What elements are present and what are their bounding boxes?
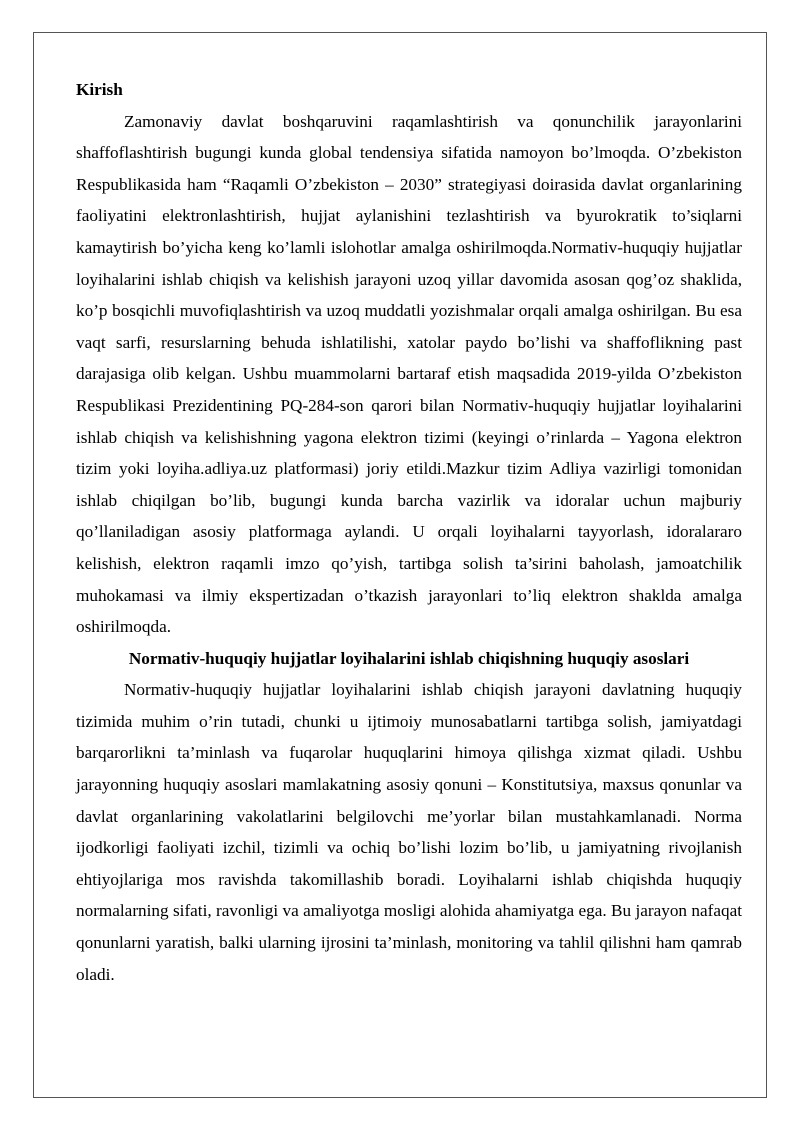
section-paragraph: Normativ-huquqiy hujjatlar loyihalarini ishlab chiqish jarayoni davlatning huquqiy tizimida muhim o’rin tutadi, chunki u ijtimoiy munosabatlarni tartibga solish, jamiyatdagi barqarorlikni ta’minlash va fuqarolar huquqlarini himoya qilishga xizmat qiladi. Ushbu jarayonning huquqiy asoslari mamlakatning asosiy qonuni – Konstitutsiya, maxsus qonunlar va davlat organlarining vakolatlarini belgilovchi me’yorlar bilan mustahkamlanadi. Norma ijodkorligi faoliyati izchil, tizimli va ochiq bo’lishi lozim bo’lib, u jamiyatning rivojlanish ehtiyojlariga mos ravishda takomillashib boradi. Loyihalarni ishlab chiqishda huquqiy normalarning sifati, ravonligi va amaliyotga mosligi alohida ahamiyatga ega. Bu jarayon nafaqat qonunlarni yaratish, balki ularning ijrosini ta’minlash, monitoring va tahlil qilishni ham qamrab oladi. <box>76 680 742 984</box>
intro-heading: Kirish <box>76 80 123 99</box>
intro-paragraph: Zamonaviy davlat boshqaruvini raqamlashtirish va qonunchilik jarayonlarini shaffoflashtirish bugungi kunda global tendensiya sifatida namoyon bo’lmoqda. O’zbekiston Respublikasida ham “Raqamli O’zbekiston – 2030” strategiyasi doirasida davlat organlarining faoliyatini elektronlashtirish, hujjat aylanishini tezlashtirish va byurokratik to’siqlarni kamaytirish bo’yicha keng ko’lamli islohotlar amalga oshirilmoqda.Normativ-huquqiy hujjatlar loyihalarini ishlab chiqish va kelishish jarayoni uzoq yillar davomida asosan qog’oz shaklida, ko’p bosqichli muvofiqlashtirish va uzoq muddatli yozishmalar orqali amalga oshirilgan. Bu esa vaqt sarfi, resurslarning behuda ishlatilishi, xatolar paydo bo’lishi va shaffoflikning past darajasiga olib kelgan. Ushbu muammolarni bartaraf etish maqsadida 2019-yilda O’zbekiston Respublikasi Prezidentining PQ-284-son qarori bilan Normativ-huquqiy hujjatlar loyihalarini ishlab chiqish va kelishishning yagona elektron tizimi (keyingi o’rinlarda – Yagona elektron tizim yoki loyiha.adliya.uz platformasi) joriy etildi.Mazkur tizim Adliya vazirligi tomonidan ishlab chiqilgan bo’lib, bugungi kunda barcha vazirlik va idoralar uchun majburiy qo’llaniladigan asosiy platformaga aylandi. U orqali loyihalarni tayyorlash, idoralararo kelishish, elektron raqamli imzo qo’yish, tartibga solish ta’sirini baholash, jamoatchilik muhokamasi va ilmiy ekspertizadan o’tkazish jarayonlari to’liq elektron shaklda amalga oshirilmoqda. <box>76 111 742 637</box>
section-heading: Normativ-huquqiy hujjatlar loyihalarini ishlab chiqishning huquqiy asoslari <box>128 648 690 668</box>
document-body <box>76 74 742 990</box>
